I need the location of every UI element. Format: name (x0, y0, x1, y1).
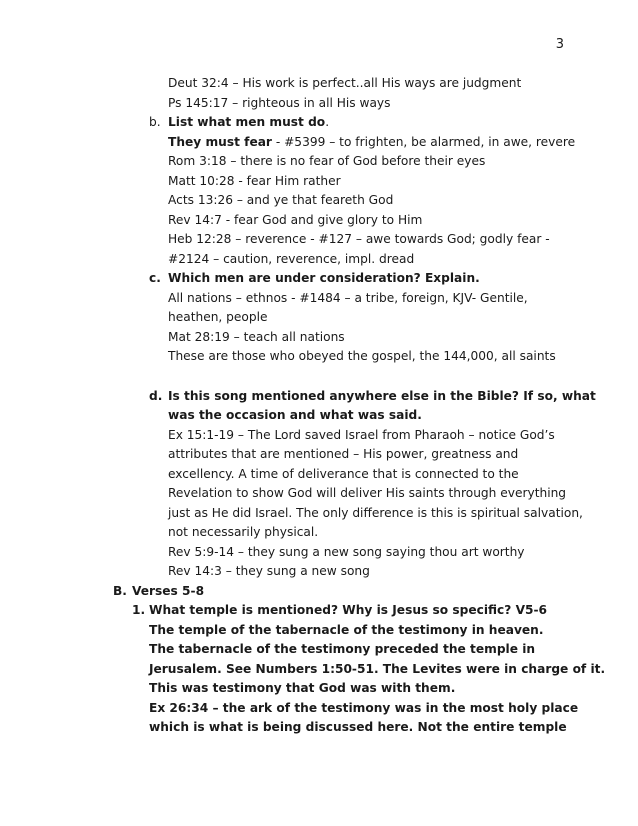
page-number: 3 (555, 37, 564, 52)
text-line: Mat 28:19 – teach all nations (168, 330, 345, 344)
text-line: excellency. A time of deliverance that is connected to the (168, 467, 519, 481)
text-line: Rev 14:7 - fear God and give glory to Him (168, 213, 423, 227)
text-line: Heb 12:28 – reverence - #127 – awe towards God; godly fear - (168, 232, 550, 246)
bold-text-line: Ex 26:34 – the ark of the testimony was in the most holy place (149, 701, 579, 715)
section-marker-B: B. (113, 584, 127, 598)
list-marker-1: 1. (132, 603, 146, 617)
list-item-heading: What temple is mentioned? Why is Jesus so specific? V5-6 (149, 603, 548, 617)
text-line: Rev 5:9-14 – they sung a new song saying thou art worthy (168, 545, 525, 559)
text-line: Deut 32:4 – His work is perfect..all His ways are judgment (168, 76, 522, 90)
list-marker-c: c. (149, 271, 161, 285)
text-line: Revelation to show God will deliver His saints through everything (168, 486, 567, 500)
text-line: Ps 145:17 – righteous in all His ways (168, 96, 391, 110)
text-line: Matt 10:28 - fear Him rather (168, 174, 341, 188)
text-line: Acts 13:26 – and ye that feareth God (168, 193, 394, 207)
bold-text-line: Jerusalem. See Numbers 1:50-51. The Levites were in charge of it. (149, 662, 606, 676)
list-marker-b: b. (149, 115, 161, 129)
list-item-heading: was the occasion and what was said. (168, 408, 422, 422)
text-line: Rev 14:3 – they sung a new song (168, 564, 370, 578)
bold-text-line: This was testimony that God was with them. (149, 681, 456, 695)
bold-text-line: The tabernacle of the testimony preceded the temple in (149, 642, 536, 656)
text-line: Ex 15:1-19 – The Lord saved Israel from Pharaoh – notice God’s (168, 428, 555, 442)
text-line: #2124 – caution, reverence, impl. dread (168, 252, 415, 266)
list-item-heading: List what men must do. (168, 115, 330, 129)
text-line: These are those who obeyed the gospel, the 144,000, all saints (168, 349, 556, 363)
bold-text-line: which is what is being discussed here. Not the entire temple (149, 720, 567, 734)
text-line: All nations – ethnos - #1484 – a tribe, foreign, KJV- Gentile, (168, 291, 528, 305)
text-line: heathen, people (168, 310, 268, 324)
list-item-heading: Is this song mentioned anywhere else in the Bible? If so, what (168, 389, 596, 403)
list-item-heading: Which men are under consideration? Explain. (168, 271, 480, 285)
list-marker-d: d. (149, 389, 163, 403)
text-line: Rom 3:18 – there is no fear of God before their eyes (168, 154, 486, 168)
text-line: not necessarily physical. (168, 525, 319, 539)
section-heading: Verses 5-8 (132, 584, 205, 598)
text-line: attributes that are mentioned – His power, greatness and (168, 447, 519, 461)
bold-text-line: The temple of the tabernacle of the testimony in heaven. (149, 623, 544, 637)
text-line: They must fear - #5399 – to frighten, be alarmed, in awe, revere (168, 135, 576, 149)
text-line: just as He did Israel. The only difference is this is spiritual salvation, (168, 506, 583, 520)
